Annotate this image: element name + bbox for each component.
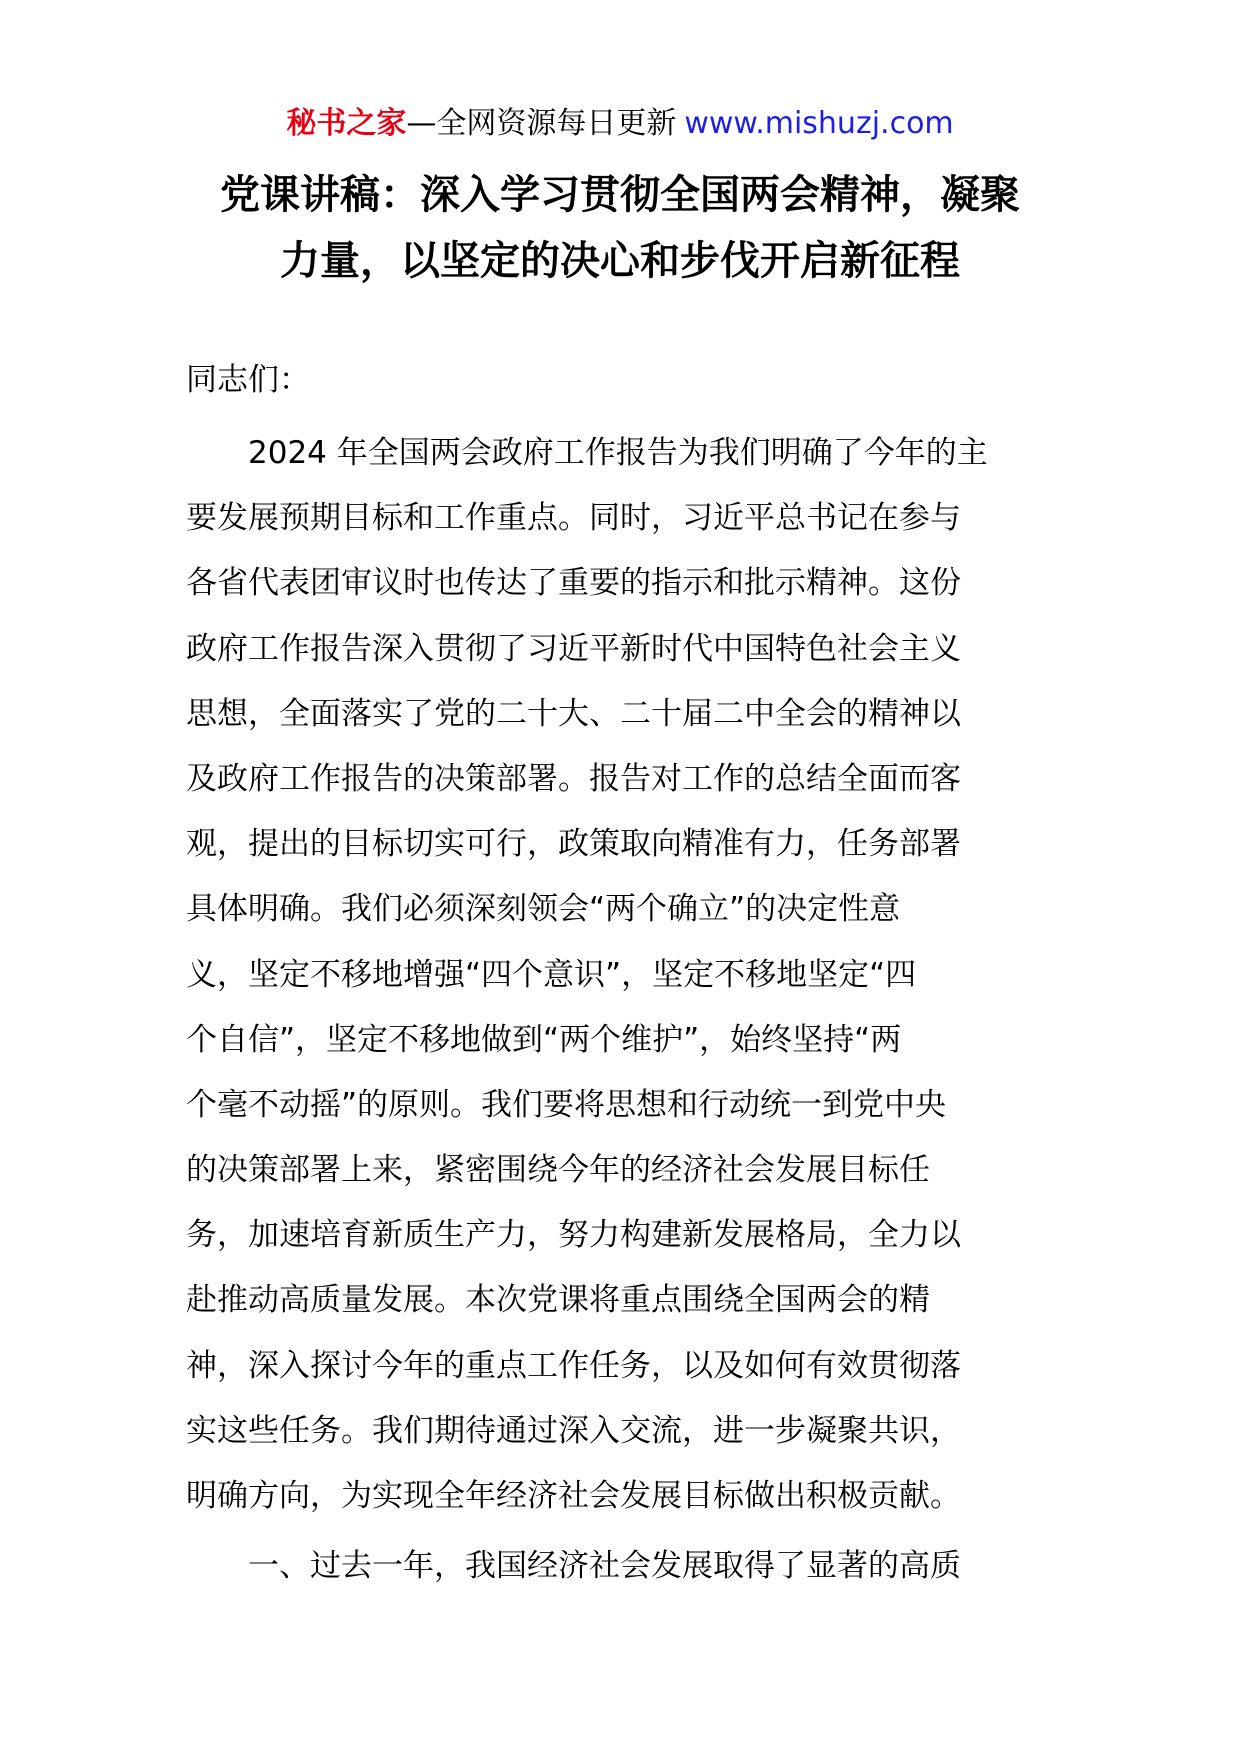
body-line: 思想，全面落实了党的二十大、二十届二中全会的精神以: [186, 695, 961, 732]
body-line: 义，坚定不移地增强“四个意识”，坚定不移地坚定“四: [186, 956, 917, 993]
body-line: 个自信”，坚定不移地做到“两个维护”，始终坚持“两: [186, 1021, 902, 1058]
title-line-1: 党课讲稿：深入学习贯彻全国两会精神，凝聚: [220, 172, 1020, 218]
header-tagline: —全网资源每日更新: [406, 106, 677, 141]
brand-name: 秘书之家: [286, 106, 407, 141]
body-line: 务，加速培育新质生产力，努力构建新发展格局，全力以: [186, 1217, 961, 1254]
section-heading-1: 一、过去一年，我国经济社会发展取得了显著的高质: [186, 1548, 961, 1584]
body-line: 的决策部署上来，紧密围绕今年的经济社会发展目标任: [186, 1152, 930, 1189]
body-line: 要发展预期目标和工作重点。同时，习近平总书记在参与: [186, 500, 961, 537]
body-line: 2024 年全国两会政府工作报告为我们明确了今年的主: [186, 435, 988, 471]
body-line: 明确方向，为实现全年经济社会发展目标做出积极贡献。: [186, 1478, 961, 1514]
title-line-2: 力量，以坚定的决心和步伐开启新征程: [280, 238, 960, 284]
body-line: 各省代表团审议时也传达了重要的指示和批示精神。这份: [186, 565, 961, 602]
body-line: 神，深入探讨今年的重点工作任务，以及如何有效贯彻落: [186, 1347, 961, 1384]
site-header-banner: [0, 100, 1240, 148]
body-line: 政府工作报告深入贯彻了习近平新时代中国特色社会主义: [186, 630, 961, 667]
body-line: 观，提出的目标切实可行，政策取向精准有力，任务部署: [186, 826, 961, 863]
site-url-link[interactable]: www.mishuzj.com: [684, 106, 954, 141]
body-paragraph: [186, 421, 1086, 1529]
document-title: [150, 162, 1090, 294]
body-line: 赴推动高质量发展。本次党课将重点围绕全国两会的精: [186, 1282, 930, 1319]
body-line: 实这些任务。我们期待通过深入交流，进一步凝聚共识，: [186, 1412, 961, 1449]
body-line: 个毫不动摇”的原则。我们要将思想和行动统一到党中央: [186, 1086, 947, 1123]
body-line: 及政府工作报告的决策部署。报告对工作的总结全面而客: [186, 760, 961, 797]
salutation: 同志们：: [186, 362, 310, 398]
body-line: 具体明确。我们必须深刻领会“两个确立”的决定性意: [186, 891, 901, 928]
